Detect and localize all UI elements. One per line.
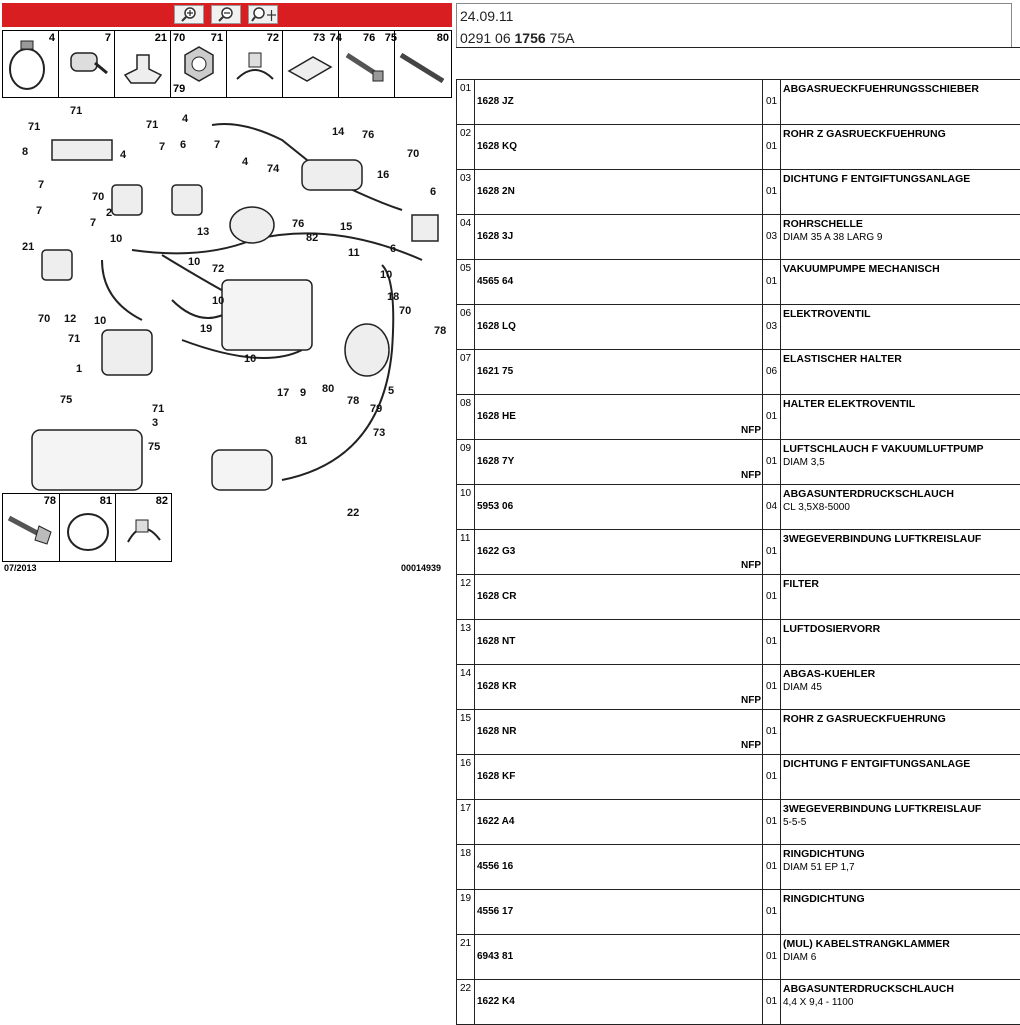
callout-label[interactable]: 70 xyxy=(399,305,412,317)
part-description: ABGASUNTERDRUCKSCHLAUCH xyxy=(783,983,954,995)
callout-label[interactable]: 6 xyxy=(430,186,437,198)
part-reference[interactable]: 4565 64 xyxy=(477,276,514,287)
callout-label[interactable]: 4 xyxy=(182,113,189,125)
part-description: VAKUUMPUMPE MECHANISCH xyxy=(783,263,940,275)
quantity: 01 xyxy=(766,861,778,872)
row-description-cell xyxy=(781,215,1020,259)
row-quantity-cell xyxy=(763,215,781,259)
table-row[interactable] xyxy=(456,80,1020,125)
thumb-bracket[interactable]: 72 xyxy=(227,31,283,97)
row-description-cell xyxy=(781,620,1020,664)
nfp-flag: NFP xyxy=(741,425,761,436)
table-row[interactable] xyxy=(456,260,1020,305)
row-quantity-cell xyxy=(763,395,781,439)
row-description-cell xyxy=(781,980,1020,1024)
thumb-hose-clip[interactable]: 73 74 xyxy=(283,31,339,97)
nfp-flag: NFP xyxy=(741,470,761,481)
table-row[interactable] xyxy=(456,845,1020,890)
part-specification: 4,4 X 9,4 - 1100 xyxy=(783,997,854,1008)
table-row[interactable] xyxy=(456,440,1020,485)
row-reference-cell xyxy=(475,485,763,529)
callout-label[interactable]: 71 xyxy=(28,121,41,133)
row-index: 06 xyxy=(456,305,475,349)
callout-label[interactable]: 18 xyxy=(387,291,400,303)
thumb-elastic-holder[interactable]: 7 xyxy=(59,31,115,97)
callout-label[interactable]: 13 xyxy=(197,226,210,238)
table-row[interactable] xyxy=(456,575,1020,620)
row-description-cell xyxy=(781,260,1020,304)
thumb-cable-clip[interactable]: 21 xyxy=(115,31,171,97)
zoom-out-button[interactable] xyxy=(211,5,241,24)
part-description: DICHTUNG F ENTGIFTUNGSANLAGE xyxy=(783,758,971,770)
part-reference[interactable]: 1628 KF xyxy=(477,771,516,782)
callout-label[interactable]: 10 xyxy=(380,269,393,281)
row-quantity-cell xyxy=(763,665,781,709)
part-reference[interactable]: 1628 2N xyxy=(477,186,515,197)
callout-label[interactable]: 1 xyxy=(76,363,83,375)
table-row[interactable] xyxy=(456,665,1020,710)
callout-label[interactable]: 14 xyxy=(332,126,345,138)
row-index: 19 xyxy=(456,890,475,934)
row-index: 17 xyxy=(456,800,475,844)
callout-label[interactable]: 10 xyxy=(110,233,123,245)
table-row[interactable] xyxy=(456,710,1020,755)
row-quantity-cell xyxy=(763,755,781,799)
parts-subheader xyxy=(456,47,1020,80)
part-reference[interactable]: 1628 NR xyxy=(477,726,517,737)
part-description: ABGASRUECKFUEHRUNGSSCHIEBER xyxy=(783,83,980,95)
row-index: 13 xyxy=(456,620,475,664)
turbocharger xyxy=(212,450,272,490)
callout-label[interactable]: 72 xyxy=(212,263,225,275)
row-index: 02 xyxy=(456,125,475,169)
part-reference[interactable]: 6943 81 xyxy=(477,951,514,962)
thumb-stud[interactable]: 80 xyxy=(395,31,451,97)
callout-label[interactable]: 7 xyxy=(159,141,166,153)
parts-table xyxy=(456,80,1020,1025)
row-reference-cell xyxy=(475,350,763,394)
table-row[interactable] xyxy=(456,620,1020,665)
row-reference-cell xyxy=(475,890,763,934)
part-reference[interactable]: 1622 A4 xyxy=(477,816,515,827)
row-quantity-cell xyxy=(763,260,781,304)
quantity: 01 xyxy=(766,771,778,782)
part-description: ROHR Z GASRUECKFUEHRUNG xyxy=(783,713,946,725)
part-description: (MUL) KABELSTRANGKLAMMER xyxy=(783,938,950,950)
egr-cooler xyxy=(302,160,362,190)
row-description-cell xyxy=(781,575,1020,619)
row-reference-cell xyxy=(475,710,763,754)
table-row[interactable] xyxy=(456,935,1020,980)
gasket xyxy=(412,215,438,241)
exploded-parts-diagram xyxy=(2,100,452,519)
callout-label[interactable]: 5 xyxy=(388,385,395,397)
callout-label[interactable]: 71 xyxy=(146,119,159,131)
table-row[interactable] xyxy=(456,485,1020,530)
row-index: 09 xyxy=(456,440,475,484)
row-reference-cell xyxy=(475,575,763,619)
row-quantity-cell xyxy=(763,890,781,934)
part-specification: DIAM 6 xyxy=(783,952,817,963)
part-reference[interactable]: 1628 KR xyxy=(477,681,517,692)
vacuum-pump xyxy=(345,324,389,376)
part-reference[interactable]: 1622 G3 xyxy=(477,546,516,557)
row-quantity-cell xyxy=(763,800,781,844)
part-reference[interactable]: 1628 NT xyxy=(477,636,516,647)
engine-block xyxy=(222,280,312,350)
quantity: 01 xyxy=(766,96,778,107)
quantity: 01 xyxy=(766,726,778,737)
row-quantity-cell xyxy=(763,350,781,394)
table-row[interactable] xyxy=(456,125,1020,170)
callout-label[interactable]: 71 xyxy=(152,403,165,415)
row-description-cell xyxy=(781,890,1020,934)
row-quantity-cell xyxy=(763,485,781,529)
row-quantity-cell xyxy=(763,170,781,214)
zoom-out-icon xyxy=(212,6,240,23)
quantity: 06 xyxy=(766,366,778,377)
row-reference-cell xyxy=(475,755,763,799)
part-reference[interactable]: 4556 17 xyxy=(477,906,514,917)
row-description-cell xyxy=(781,125,1020,169)
extra-accessory-thumbnails xyxy=(2,493,172,562)
part-description: ROHR Z GASRUECKFUEHRUNG xyxy=(783,128,946,140)
callout-label[interactable]: 7 xyxy=(36,205,43,217)
row-quantity-cell xyxy=(763,845,781,889)
callout-label[interactable]: 4 xyxy=(242,156,249,168)
part-specification: 5-5-5 xyxy=(783,817,807,828)
part-specification: DIAM 3,5 xyxy=(783,457,825,468)
row-index: 21 xyxy=(456,935,475,979)
part-reference[interactable]: 1628 LQ xyxy=(477,321,516,332)
part-reference[interactable]: 4556 16 xyxy=(477,861,514,872)
callout-label[interactable]: 70 xyxy=(38,313,51,325)
part-reference[interactable]: 1621 75 xyxy=(477,366,514,377)
row-reference-cell xyxy=(475,125,763,169)
thumb-bolt[interactable]: 76 75 xyxy=(339,31,395,97)
row-quantity-cell xyxy=(763,80,781,124)
egr-valve xyxy=(102,330,152,375)
row-index: 07 xyxy=(456,350,475,394)
row-index: 01 xyxy=(456,80,475,124)
row-description-cell xyxy=(781,755,1020,799)
callout-label[interactable]: 7 xyxy=(90,217,97,229)
callout-label[interactable]: 10 xyxy=(188,256,201,268)
part-description: LUFTSCHLAUCH F VAKUUMLUFTPUMP xyxy=(783,443,984,455)
callout-label[interactable]: 78 xyxy=(434,325,447,337)
header-reference: 0291 06 1756 75A xyxy=(460,30,575,46)
row-description-cell xyxy=(781,530,1020,574)
row-index: 14 xyxy=(456,665,475,709)
row-index: 04 xyxy=(456,215,475,259)
callout-label[interactable]: 79 xyxy=(370,403,383,415)
callout-label[interactable]: 7 xyxy=(214,139,221,151)
zoom-toolbar xyxy=(2,3,452,27)
table-row[interactable] xyxy=(456,980,1020,1025)
row-index: 11 xyxy=(456,530,475,574)
callout-label[interactable]: 73 xyxy=(373,427,386,439)
callout-label[interactable]: 19 xyxy=(200,323,213,335)
row-description-cell xyxy=(781,485,1020,529)
diagram-panel xyxy=(0,0,455,1019)
part-reference[interactable]: 1628 KQ xyxy=(477,141,518,152)
callout-label[interactable]: 81 xyxy=(295,435,308,447)
quantity: 01 xyxy=(766,276,778,287)
table-row[interactable] xyxy=(456,350,1020,395)
solenoid-bracket xyxy=(52,140,112,160)
row-reference-cell xyxy=(475,395,763,439)
parts-list-panel xyxy=(456,0,1020,1019)
row-description-cell xyxy=(781,710,1020,754)
row-reference-cell xyxy=(475,260,763,304)
table-row[interactable] xyxy=(456,530,1020,575)
nfp-flag: NFP xyxy=(741,560,761,571)
callout-label[interactable]: 70 xyxy=(92,191,105,203)
table-row[interactable] xyxy=(456,395,1020,440)
zoom-in-button[interactable] xyxy=(174,5,204,24)
row-reference-cell xyxy=(475,665,763,709)
quantity: 01 xyxy=(766,636,778,647)
part-description: HALTER ELEKTROVENTIL xyxy=(783,398,916,410)
row-description-cell xyxy=(781,665,1020,709)
row-reference-cell xyxy=(475,980,763,1024)
part-reference[interactable]: 1628 CR xyxy=(477,591,517,602)
row-quantity-cell xyxy=(763,575,781,619)
diagram-date: 07/2013 xyxy=(4,563,37,573)
table-row[interactable] xyxy=(456,755,1020,800)
callout-label[interactable]: 11 xyxy=(348,247,360,259)
row-description-cell xyxy=(781,845,1020,889)
nfp-flag: NFP xyxy=(741,740,761,751)
part-description: FILTER xyxy=(783,578,819,590)
thumb-bolt-78[interactable]: 78 xyxy=(3,494,60,561)
table-row[interactable] xyxy=(456,170,1020,215)
row-reference-cell xyxy=(475,305,763,349)
header-date: 24.09.11 xyxy=(460,8,514,24)
part-description: RINGDICHTUNG xyxy=(783,893,865,905)
callout-label[interactable]: 9 xyxy=(300,387,307,399)
callout-label[interactable]: 16 xyxy=(377,169,390,181)
callout-label[interactable]: 78 xyxy=(347,395,360,407)
row-index: 22 xyxy=(456,980,475,1024)
solenoid-valve-b xyxy=(172,185,202,215)
part-description: 3WEGEVERBINDUNG LUFTKREISLAUF xyxy=(783,533,982,545)
callout-label[interactable]: 21 xyxy=(22,241,35,253)
zoom-pan-button[interactable] xyxy=(248,5,278,24)
table-row[interactable] xyxy=(456,305,1020,350)
quantity: 01 xyxy=(766,186,778,197)
row-description-cell xyxy=(781,170,1020,214)
diagram-id: 00014939 xyxy=(401,563,442,573)
thumb-clamp[interactable]: 4 xyxy=(3,31,59,97)
part-specification: DIAM 51 EP 1,7 xyxy=(783,862,855,873)
row-quantity-cell xyxy=(763,935,781,979)
row-quantity-cell xyxy=(763,125,781,169)
quantity: 03 xyxy=(766,231,778,242)
callout-label[interactable]: 2 xyxy=(106,207,113,219)
callout-label[interactable]: 8 xyxy=(22,146,29,158)
table-row[interactable] xyxy=(456,890,1020,935)
row-index: 08 xyxy=(456,395,475,439)
row-reference-cell xyxy=(475,80,763,124)
solenoid-valve-c xyxy=(42,250,72,280)
quantity: 01 xyxy=(766,951,778,962)
row-index: 05 xyxy=(456,260,475,304)
row-reference-cell xyxy=(475,215,763,259)
callout-label[interactable]: 4 xyxy=(120,149,127,161)
callout-label[interactable]: 80 xyxy=(322,383,335,395)
row-quantity-cell xyxy=(763,305,781,349)
quantity: 04 xyxy=(766,501,778,512)
callout-label[interactable]: 7 xyxy=(38,179,45,191)
callout-label[interactable]: 76 xyxy=(362,129,375,141)
callout-label[interactable]: 76 xyxy=(292,218,305,230)
thumb-clip-82[interactable]: 82 xyxy=(116,494,171,561)
row-description-cell xyxy=(781,935,1020,979)
callout-label[interactable]: 71 xyxy=(70,105,83,117)
part-description: LUFTDOSIERVORR xyxy=(783,623,881,635)
quantity: 01 xyxy=(766,591,778,602)
row-quantity-cell xyxy=(763,440,781,484)
thumb-nut[interactable]: 70 71 79 xyxy=(171,31,227,97)
row-index: 10 xyxy=(456,485,475,529)
row-reference-cell xyxy=(475,620,763,664)
row-description-cell xyxy=(781,80,1020,124)
zoom-pan-icon xyxy=(249,6,277,23)
row-reference-cell xyxy=(475,935,763,979)
part-description: 3WEGEVERBINDUNG LUFTKREISLAUF xyxy=(783,803,982,815)
quantity: 01 xyxy=(766,816,778,827)
quantity: 01 xyxy=(766,141,778,152)
row-index: 03 xyxy=(456,170,475,214)
row-quantity-cell xyxy=(763,980,781,1024)
row-description-cell xyxy=(781,305,1020,349)
accessory-thumbnails xyxy=(2,30,452,98)
quantity: 01 xyxy=(766,411,778,422)
row-description-cell xyxy=(781,800,1020,844)
part-reference[interactable]: 1628 JZ xyxy=(477,96,514,107)
callout-label[interactable]: 70 xyxy=(407,148,420,160)
row-quantity-cell xyxy=(763,710,781,754)
part-description: ELEKTROVENTIL xyxy=(783,308,871,320)
row-reference-cell xyxy=(475,440,763,484)
callout-label[interactable]: 17 xyxy=(277,387,290,399)
part-description: DICHTUNG F ENTGIFTUNGSANLAGE xyxy=(783,173,971,185)
parts-header xyxy=(456,3,1012,48)
quantity: 01 xyxy=(766,546,778,557)
row-reference-cell xyxy=(475,800,763,844)
part-description: ROHRSCHELLE xyxy=(783,218,863,230)
part-description: ABGASUNTERDRUCKSCHLAUCH xyxy=(783,488,954,500)
row-description-cell xyxy=(781,350,1020,394)
row-reference-cell xyxy=(475,530,763,574)
quantity: 01 xyxy=(766,996,778,1007)
part-reference[interactable]: 1628 7Y xyxy=(477,456,515,467)
row-description-cell xyxy=(781,395,1020,439)
part-reference[interactable]: 1628 HE xyxy=(477,411,516,422)
callout-label[interactable]: 6 xyxy=(180,139,187,151)
row-index: 15 xyxy=(456,710,475,754)
quantity: 01 xyxy=(766,456,778,467)
row-index: 16 xyxy=(456,755,475,799)
row-description-cell xyxy=(781,440,1020,484)
part-specification: CL 3,5X8-5000 xyxy=(783,502,850,513)
callout-label[interactable]: 75 xyxy=(148,441,161,453)
callout-label[interactable]: 10 xyxy=(94,315,107,327)
part-specification: DIAM 45 xyxy=(783,682,822,693)
callout-label[interactable]: 6 xyxy=(390,243,397,255)
part-description: ELASTISCHER HALTER xyxy=(783,353,902,365)
quantity: 01 xyxy=(766,906,778,917)
part-reference[interactable]: 5953 06 xyxy=(477,501,514,512)
callout-label[interactable]: 71 xyxy=(68,333,81,345)
manifold xyxy=(32,430,142,490)
table-row[interactable] xyxy=(456,215,1020,260)
callout-label[interactable]: 12 xyxy=(64,313,77,325)
quantity: 03 xyxy=(766,321,778,332)
part-reference[interactable]: 1622 K4 xyxy=(477,996,515,1007)
row-reference-cell xyxy=(475,845,763,889)
callout-label[interactable]: 10 xyxy=(212,295,225,307)
row-reference-cell xyxy=(475,170,763,214)
callout-label[interactable]: 22 xyxy=(347,507,360,519)
callout-label[interactable]: 75 xyxy=(60,394,73,406)
row-index: 18 xyxy=(456,845,475,889)
row-quantity-cell xyxy=(763,530,781,574)
callout-label[interactable]: 15 xyxy=(340,221,353,233)
thumb-clamp-81[interactable]: 81 xyxy=(60,494,116,561)
solenoid-valve-a xyxy=(112,185,142,215)
part-reference[interactable]: 1628 3J xyxy=(477,231,514,242)
row-quantity-cell xyxy=(763,620,781,664)
zoom-in-icon xyxy=(175,6,203,23)
callout-label[interactable]: 10 xyxy=(244,353,257,365)
table-row[interactable] xyxy=(456,800,1020,845)
callout-label[interactable]: 74 xyxy=(267,163,280,175)
part-description: ABGAS-KUEHLER xyxy=(783,668,876,680)
callout-label[interactable]: 82 xyxy=(306,232,319,244)
callout-label[interactable]: 3 xyxy=(152,417,159,429)
part-description: RINGDICHTUNG xyxy=(783,848,865,860)
row-index: 12 xyxy=(456,575,475,619)
part-specification: DIAM 35 A 38 LARG 9 xyxy=(783,232,883,243)
quantity: 01 xyxy=(766,681,778,692)
air-metering-unit xyxy=(230,207,274,243)
nfp-flag: NFP xyxy=(741,695,761,706)
